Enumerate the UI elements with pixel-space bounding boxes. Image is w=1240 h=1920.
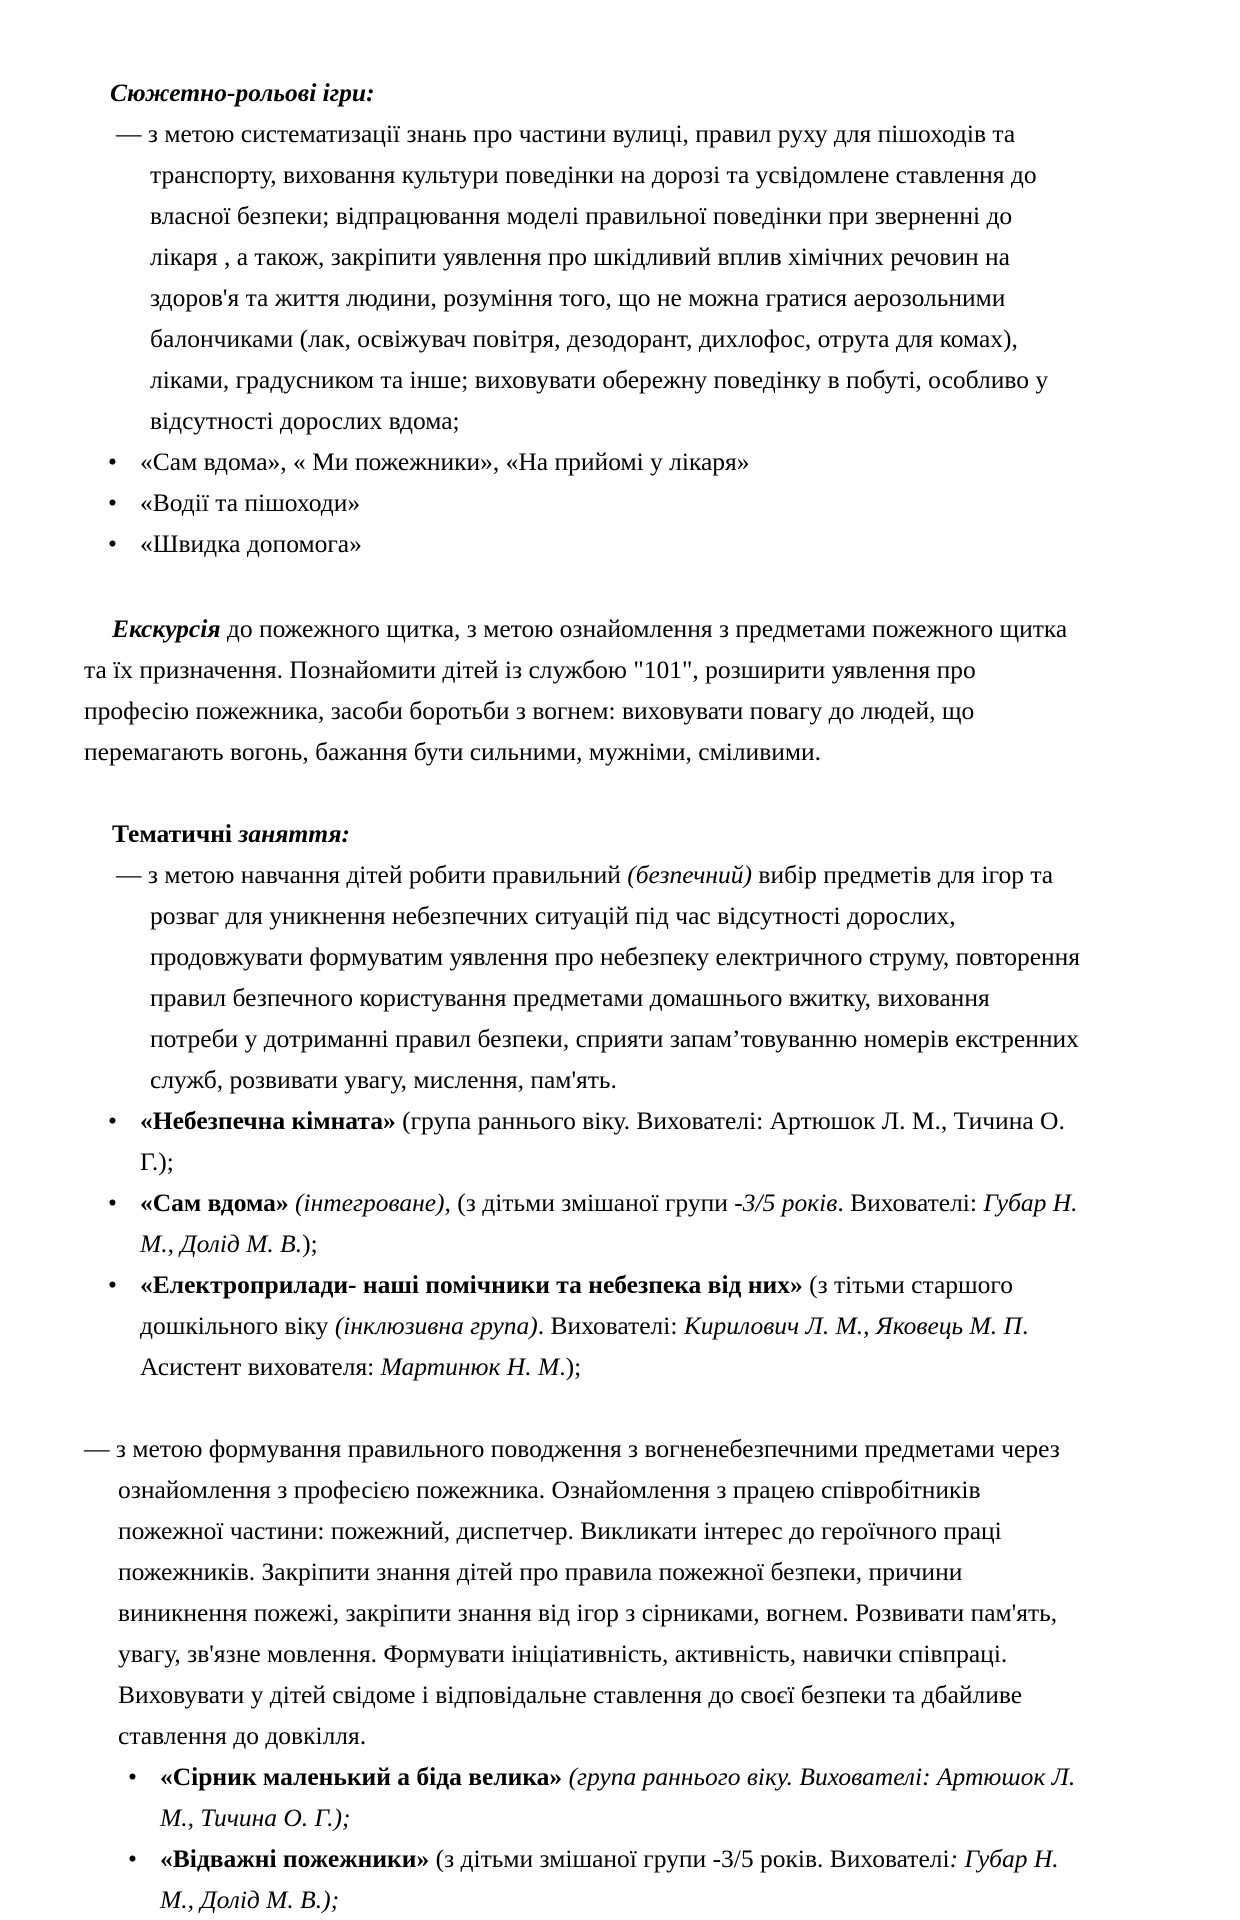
bullet-list-thematic-lessons: [84, 1100, 1084, 1387]
list-item-title: «Електроприлади- наші помічники та небезпека від них»: [140, 1270, 803, 1299]
bullet-glyph-icon: •: [108, 1270, 117, 1299]
list-item-detail-4: . Вихователі:: [837, 1188, 984, 1217]
list-item-title: «Відважні пожежники»: [160, 1844, 430, 1873]
section-role-play-games: [84, 72, 1084, 564]
list-item-detail-2: (інклюзивна група): [334, 1311, 538, 1340]
list-item: [84, 1100, 1084, 1182]
heading-upright-part: Тематичні: [112, 819, 239, 848]
bullet-list-firefighter-profession: [84, 1756, 1084, 1920]
section-firefighter-profession: [84, 1428, 1084, 1920]
heading-italic-part: заняття:: [238, 819, 351, 848]
dash-part-3: вибір предметів для ігор та розваг для уникнення небезпечних ситуацій під час відсутності дорослих, продовжувати формуватим уявлення про небезпеку електричного струму, повторення правил безпечного користування предметами домашнього вжитку, виховання потреби у дотриманні правил безпеки, сприяти запам’товуванню номерів екстренних служб, розвивати увагу, мислення, пам'ять.: [150, 860, 1081, 1094]
list-item-detail-5: Губар Н. М., Долід М. В.: [140, 1188, 1078, 1258]
dash-paragraph-role-play-games: — з метою систематизації знань про частини вулиці, правил руху для пішоходів та транспорту, виховання культури поведінки на дорозі та усвідомлене ставлення до власної безпеки; відпрацювання моделі правильної поведінки при зверненні до лікаря , а також, закріпити уявлення про шкідливий вплив хімічних речовин на здоров'я та життя людини, розуміння того, що не можна гратися аерозольними балончиками (лак, освіжувач повітря, дезодорант, дихлофос, отрута для комах), ліками, градусником та інше; виховувати обережну поведінку в побуті, особливо у відсутності дорослих вдома;: [116, 119, 1049, 435]
section-excursion: [84, 608, 1084, 772]
list-item-detail-6: );: [302, 1229, 318, 1258]
dash-paragraph-thematic-lessons: [84, 854, 1084, 1100]
list-item-detail-2: (з дітьми змішаної групи -: [457, 1188, 743, 1217]
list-item-detail-1: (з тітьми старшого дошкільного віку: [140, 1270, 1013, 1340]
bullet-glyph-icon: •: [108, 529, 117, 558]
bullet-glyph-icon: •: [128, 1844, 137, 1873]
list-item-detail-1: (інтегроване),: [288, 1188, 458, 1217]
list-item-detail-1: (з дітьми змішаної групи -3/5 років. Вихователі: [429, 1844, 950, 1873]
list-item-label: «Водії та пішоходи»: [140, 488, 361, 517]
dash-paragraph-firefighter-profession: — з метою формування правильного поводження з вогненебезпечними предметами через ознайомлення з професією пожежника. Ознайомлення з працею співробітників пожежної частини: пожежний, диспетчер. Викликати інтерес до героїчного праці пожежників. Закріпити знання дітей про правила пожежної безпеки, причини виникнення пожежі, закріпити знання від ігор з сірниками, вогнем. Розвивати пам'ять, увагу, зв'язне мовлення. Формувати ініціативність, активність, навички співпраці. Виховувати у дітей свідоме і відповідальне ставлення до своєї безпеки та дбайливе ставлення до довкілля.: [84, 1434, 1060, 1750]
bullet-glyph-icon: •: [108, 1188, 117, 1217]
list-item: [84, 1756, 1084, 1838]
section-heading-thematic-lessons: [84, 813, 1084, 854]
section-spacer: [84, 1387, 1084, 1428]
list-item-detail-5: . Асистент вихователя:: [140, 1311, 1029, 1381]
list-item-detail-7: .);: [559, 1352, 582, 1381]
list-item-detail-3: . Вихователі:: [537, 1311, 684, 1340]
list-item-detail-6: Мартинюк Н. М: [380, 1352, 560, 1381]
list-item: [84, 1264, 1084, 1387]
list-item: [84, 441, 1084, 482]
list-item: [84, 1838, 1084, 1920]
list-item-detail: (група раннього віку. Вихователі: Артюшок Л. М., Тичина О. Г.);: [140, 1106, 1065, 1176]
bullet-glyph-icon: •: [108, 447, 117, 476]
dash-part-2-italic: (безпечний): [627, 860, 753, 889]
list-item-label: «Сам вдома», « Ми пожежники», «На прийомі у лікаря»: [140, 447, 750, 476]
list-item-label: «Швидка допомога»: [140, 529, 362, 558]
list-item-title: «Небезпечна кімната»: [140, 1106, 396, 1135]
bullet-glyph-icon: •: [128, 1762, 137, 1791]
document-content: [84, 72, 1084, 1920]
list-item-detail: (група раннього віку. Вихователі: Артюшок Л. М., Тичина О. Г.);: [160, 1762, 1076, 1832]
section-spacer: [84, 772, 1084, 813]
list-item-detail-2: : Губар Н. М., Долід М. В.);: [160, 1844, 1059, 1914]
list-item-detail-3: 3/5 років: [742, 1188, 838, 1217]
section-spacer: [84, 564, 1084, 608]
list-item-title: «Сам вдома»: [140, 1188, 289, 1217]
list-item: [84, 523, 1084, 564]
excursion-body-text: до пожежного щитка, з метою ознайомлення з предметами пожежного щитка та їх призначення. Познайомити дітей із службою "101", розширити уявлення про професію пожежника, засоби боротьби з вогнем: виховувати повагу до людей, що перемагають вогонь, бажання бути сильними, мужніми, сміливими.: [84, 614, 1068, 766]
list-item: [84, 1182, 1084, 1264]
paragraph-excursion: [84, 608, 1084, 772]
section-thematic-lessons: [84, 813, 1084, 1387]
bullet-list-role-play-games: [84, 441, 1084, 564]
bullet-glyph-icon: •: [108, 1106, 117, 1135]
list-item-title: «Сірник маленький а біда велика»: [160, 1762, 563, 1791]
section-heading-role-play-games: Сюжетно-рольові ігри:: [110, 78, 375, 107]
list-item-detail-4: Кирилович Л. М., Яковець М. П: [683, 1311, 1022, 1340]
bullet-glyph-icon: •: [108, 488, 117, 517]
list-item: [84, 482, 1084, 523]
excursion-lead-word: Екскурсія: [112, 614, 221, 643]
dash-part-1: — з метою навчання дітей робити правильний: [116, 860, 628, 889]
